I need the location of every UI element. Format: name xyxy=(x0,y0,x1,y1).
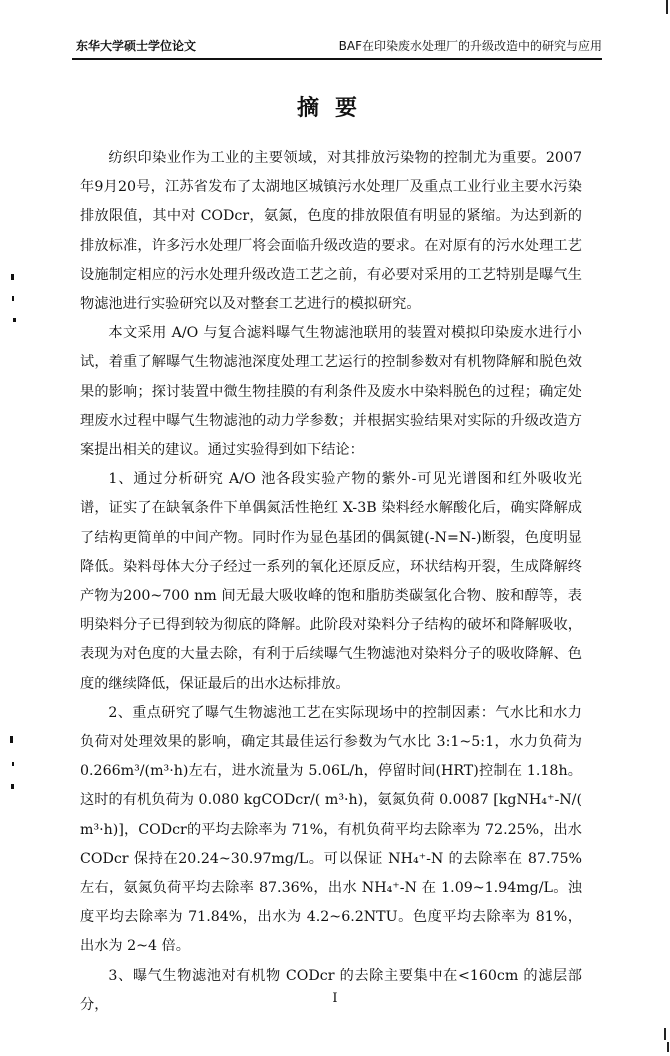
paragraph-intro: 纺织印染业作为工业的主要领域，对其排放污染物的控制尤为重要。2007年9月20号，江苏省发布了太湖地区城镇污水处理厂及重点工业行业主要水污染排放限值，其中对 CODcr，氨氮，色度的排放限值有明显的紧缩。为达到新的排放标准，许多污水处理厂将会面临升级改造的要求。在对原有的污水处理工艺设施制定相应的污水处理升级改造工艺之前，有必要对采用的工艺特别是曝气生物滤池进行实验研究以及对整套工艺进行的模拟研究。 xyxy=(80,150,582,313)
paragraph-conclusion-1: 1、通过分析研究 A/O 池各段实验产物的紫外-可见光谱图和红外吸收光谱，证实了在缺氧条件下单偶氮活性艳红 X-3B 染料经水解酸化后，确实降解成了结构更简单的中间产物。同时作为显色基团的偶氮键(-N=N-)断裂，色度明显降低。染料母体大分子经过一系列的氧化还原反应，环状结构开裂，生成降解终产物为200~700 nm 间无最大吸收峰的饱和脂肪类碳氢化合物、胺和醇等，表明染料分子已得到较为彻底的降解。此阶段对染料分子结构的破坏和降解吸收，表现为对色度的大量去除，有利于后续曝气生物滤池对染料分子的吸收降解、色度的继续降低，保证最后的出水达标排放。 xyxy=(80,471,582,692)
page-number: I xyxy=(332,991,338,1006)
header-university: 东华大学硕士学位论文 xyxy=(76,39,197,53)
abstract-title: 摘要 xyxy=(296,96,373,121)
header-rule xyxy=(72,58,602,60)
scan-edge-mark xyxy=(667,1042,669,1052)
scan-speck xyxy=(11,274,14,280)
scan-speck xyxy=(11,784,14,789)
abstract-body xyxy=(80,144,582,1020)
scan-speck xyxy=(10,736,13,743)
header-thesis-title: BAF在印染废水处理厂的升级改造中的研究与应用 xyxy=(338,39,602,53)
running-header xyxy=(72,33,602,57)
paragraph-conclusion-2: 2、重点研究了曝气生物滤池工艺在实际现场中的控制因素：气水比和水力负荷对处理效果的影响，确定其最佳运行参数为气水比 3:1~5:1，水力负荷为0.266m³/(m³·h)左右，进水流量为 5.06L/h，停留时间(HRT)控制在 1.18h。这时的有机负荷为 0.080 kgCODcr/( m³·h)，氨氮负荷 0.0087 [kgNH₄⁺-N/( m³·h)]，CODcr的平均去除率为 71%，有机负荷平均去除率为 72.25%，出水 CODcr 保持在20.24~30.97mg/L。可以保证 NH₄⁺-N 的去除率在 87.75%左右，氨氮负荷平均去除率 87.36%，出水 NH₄⁺-N 在 1.09~1.94mg/L。浊度平均去除率为 71.84%，出水为 4.2~6.2NTU。色度平均去除率为 81%，出水为 2~4 倍。 xyxy=(80,704,582,955)
scan-speck xyxy=(12,762,14,766)
scan-edge-mark xyxy=(664,1028,666,1040)
scan-edge-mark xyxy=(666,0,668,14)
paragraph-method: 本文采用 A/O 与复合滤料曝气生物滤池联用的装置对模拟印染废水进行小试，着重了解曝气生物滤池深度处理工艺运行的控制参数对有机物降解和脱色效果的影响；探讨装置中微生物挂膜的有利条件及废水中染料脱色的过程；确定处理废水过程中曝气生物滤池的动力学参数；并根据实验结果对实际的升级改造方案提出相关的建议。通过实验得到如下结论： xyxy=(80,325,582,459)
scan-speck xyxy=(13,318,16,322)
scan-speck xyxy=(12,296,14,301)
paragraph-conclusion-3: 3、曝气生物滤池对有机物 CODcr 的去除主要集中在<160cm 的滤层部分， xyxy=(80,967,582,1013)
